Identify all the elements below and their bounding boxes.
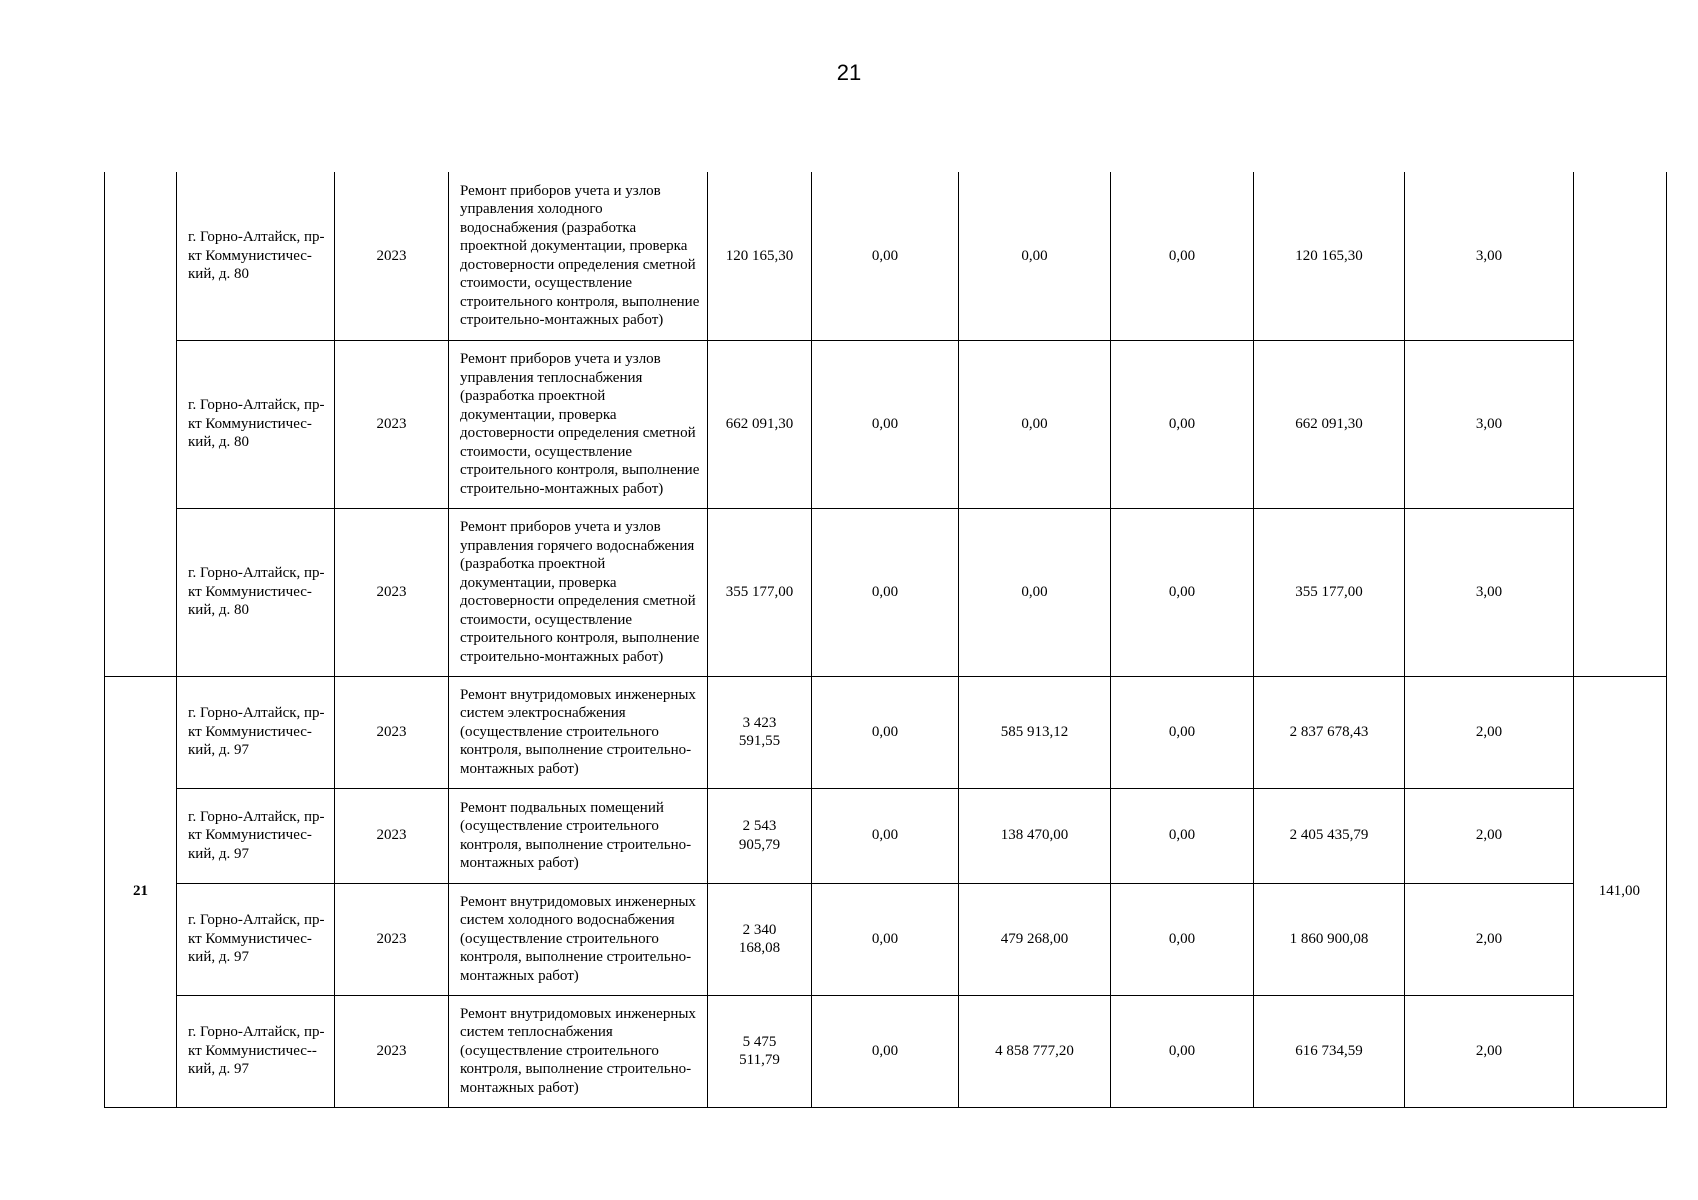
year-cell: 2023 xyxy=(335,676,449,788)
value-cell: 2,00 xyxy=(1405,883,1574,995)
value-cell: 3,00 xyxy=(1405,172,1574,340)
value-cell: 0,00 xyxy=(1111,340,1254,508)
value-cell: 0,00 xyxy=(1111,788,1254,883)
work-description-cell: Ремонт внутридомовых инженерных систем электроснабжения (осуществление строительного контроля, выполнение строительно-монтажных работ) xyxy=(449,676,708,788)
address-cell: г. Горно-Алтайск, пр-кт Коммунистичес-кий, д. 97 xyxy=(177,676,335,788)
total-cost-cell: 355 177,00 xyxy=(708,508,812,676)
total-cost-cell xyxy=(708,883,812,995)
value-cell: 0,00 xyxy=(812,508,959,676)
value-cell: 120 165,30 xyxy=(1254,172,1405,340)
value-cell: 2,00 xyxy=(1405,995,1574,1107)
total-cost-line2: 905,79 xyxy=(738,836,781,853)
table-row xyxy=(105,340,1667,508)
total-cost-line1: 2 543 xyxy=(742,818,777,834)
table-row xyxy=(105,676,1667,788)
capital-repair-table xyxy=(104,172,1667,1108)
address-cell: г. Горно-Алтайск, пр-кт Коммунистичес-кий, д. 80 xyxy=(177,508,335,676)
value-cell: 0,00 xyxy=(959,508,1111,676)
year-cell: 2023 xyxy=(335,172,449,340)
value-cell: 0,00 xyxy=(812,676,959,788)
address-cell: г. Горно-Алтайск, пр-кт Коммунистичес-кий, д. 80 xyxy=(177,340,335,508)
value-cell: 0,00 xyxy=(1111,676,1254,788)
total-cost-line1: 2 340 xyxy=(742,921,777,938)
row-number-cell: 21 xyxy=(105,676,177,1107)
group-total-cell xyxy=(1574,676,1667,1107)
value-cell: 0,00 xyxy=(1111,508,1254,676)
total-cost-line1: 5 475 xyxy=(742,1033,777,1050)
table-row xyxy=(105,172,1667,340)
value-cell: 0,00 xyxy=(812,883,959,995)
year-cell: 2023 xyxy=(335,788,449,883)
value-cell: 2,00 xyxy=(1405,676,1574,788)
work-description-cell: Ремонт приборов учета и узлов управления горячего водоснабжения (разработка проектной документации, проверка достоверности определения сметной стоимости, осуществление строительного контроля, выполнение строительно-монтажных работ) xyxy=(449,508,708,676)
total-cost-cell xyxy=(708,995,812,1107)
value-cell: 585 913,12 xyxy=(959,676,1111,788)
total-cost-cell xyxy=(708,676,812,788)
year-cell: 2023 xyxy=(335,883,449,995)
value-cell: 4 858 777,20 xyxy=(959,995,1111,1107)
address-cell: г. Горно-Алтайск, пр-кт Коммунистичес-кий, д. 97 xyxy=(177,883,335,995)
table-row xyxy=(105,995,1667,1107)
value-cell: 3,00 xyxy=(1405,508,1574,676)
value-cell: 355 177,00 xyxy=(1254,508,1405,676)
value-cell: 2,00 xyxy=(1405,788,1574,883)
row-number-cell xyxy=(105,172,177,676)
value-cell: 138 470,00 xyxy=(959,788,1111,883)
group-total-cell xyxy=(1574,172,1667,676)
value-cell: 0,00 xyxy=(812,995,959,1107)
value-cell: 1 860 900,08 xyxy=(1254,883,1405,995)
value-cell: 662 091,30 xyxy=(1254,340,1405,508)
total-cost-line1: 3 423 xyxy=(742,714,777,731)
year-cell: 2023 xyxy=(335,340,449,508)
value-cell: 0,00 xyxy=(1111,172,1254,340)
value-cell: 2 405 435,79 xyxy=(1254,788,1405,883)
year-cell: 2023 xyxy=(335,995,449,1107)
page-number: 21 xyxy=(836,60,862,85)
value-cell: 0,00 xyxy=(959,172,1111,340)
work-description-cell: Ремонт внутридомовых инженерных систем теплоснабжения (осуществление строительного контроля, выполнение строительно-монтажных работ) xyxy=(449,995,708,1107)
value-cell: 0,00 xyxy=(812,172,959,340)
year-cell: 2023 xyxy=(335,508,449,676)
address-cell: г. Горно-Алтайск, пр-кт Коммунистичес--кий, д. 97 xyxy=(177,995,335,1107)
total-cost-line2: 511,79 xyxy=(739,1052,780,1068)
value-cell: 0,00 xyxy=(959,340,1111,508)
work-description-cell: Ремонт приборов учета и узлов управления теплоснабжения (разработка проектной документации, проверка достоверности определения сметной стоимости, осуществление строительного контроля, выполнение строительно-монтажных работ) xyxy=(449,340,708,508)
total-cost-line2: 168,08 xyxy=(738,940,781,956)
address-cell: г. Горно-Алтайск, пр-кт Коммунистичес-кий, д. 80 xyxy=(177,172,335,340)
value-cell: 2 837 678,43 xyxy=(1254,676,1405,788)
value-cell: 0,00 xyxy=(1111,995,1254,1107)
total-cost-line2: 591,55 xyxy=(738,733,781,749)
value-cell: 0,00 xyxy=(1111,883,1254,995)
group-total-value: 141,00 xyxy=(1598,883,1640,900)
work-description-cell: Ремонт внутридомовых инженерных систем холодного водоснабжения (осуществление строительного контроля, выполнение строительно-монтажных работ) xyxy=(449,883,708,995)
value-cell: 0,00 xyxy=(812,340,959,508)
total-cost-cell xyxy=(708,788,812,883)
value-cell: 479 268,00 xyxy=(959,883,1111,995)
total-cost-cell: 120 165,30 xyxy=(708,172,812,340)
work-description-cell: Ремонт приборов учета и узлов управления холодного водоснабжения (разработка проектной документации, проверка достоверности определения сметной стоимости, осуществление строительного контроля, выполнение строительно-монтажных работ) xyxy=(449,172,708,340)
value-cell: 0,00 xyxy=(812,788,959,883)
address-cell: г. Горно-Алтайск, пр-кт Коммунистичес-кий, д. 97 xyxy=(177,788,335,883)
table-row xyxy=(105,788,1667,883)
value-cell: 3,00 xyxy=(1405,340,1574,508)
table-row xyxy=(105,508,1667,676)
table-row xyxy=(105,883,1667,995)
value-cell: 616 734,59 xyxy=(1254,995,1405,1107)
total-cost-cell: 662 091,30 xyxy=(708,340,812,508)
work-description-cell: Ремонт подвальных помещений (осуществление строительного контроля, выполнение строительно-монтажных работ) xyxy=(449,788,708,883)
